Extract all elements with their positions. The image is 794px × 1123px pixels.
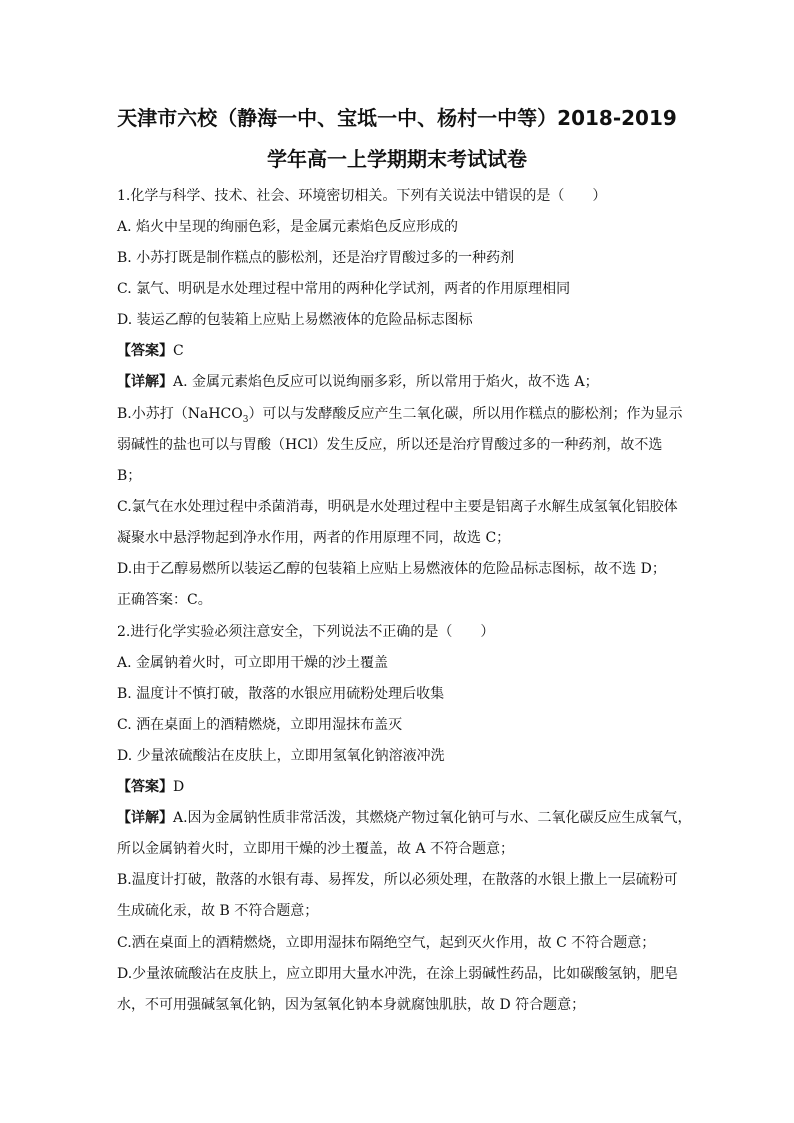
answer-label: 【答案】 <box>117 343 173 359</box>
analysis-label: 【详解】 <box>117 810 173 826</box>
question-1-option-b: B. 小苏打既是制作糕点的膨松剂，还是治疗胃酸过多的一种药剂 <box>117 250 515 266</box>
question-2-analysis-d-line-1: D.少量浓硫酸沾在皮肤上，应立即用大量水冲洗，在涂上弱碱性药品，比如碳酸氢钠，肥皂 <box>117 966 679 982</box>
question-1-analysis-b-line-2: 弱碱性的盐也可以与胃酸（HCl）发生反应，所以还是治疗胃酸过多的一种药剂，故不选 <box>117 437 663 453</box>
question-1-analysis-b-line-1 <box>117 404 683 425</box>
question-2-analysis-a-line-1 <box>117 808 692 828</box>
question-2-answer <box>117 777 677 797</box>
question-1-option-d: D. 装运乙醇的包装箱上应贴上易燃液体的危险品标志图标 <box>117 312 473 328</box>
analysis-text: ）可以与发酵酸反应产生二氧化碳，所以用作糕点的膨松剂；作为显示 <box>248 406 683 422</box>
question-2-analysis-b-line-1: B.温度计打破，散落的水银有毒、易挥发，所以必须处理，在散落的水银上撒上一层硫粉可 <box>117 872 678 888</box>
question-1-answer <box>117 341 677 361</box>
page-title-line-2: 学年高一上学期期末考试试卷 <box>267 147 527 171</box>
analysis-text: A.因为金属钠性质非常活泼，其燃烧产物过氧化钠可与水、二氧化碳反应生成氧气， <box>173 810 692 826</box>
question-2-option-c: C. 洒在桌面上的酒精燃烧，立即用湿抹布盖灭 <box>117 717 403 733</box>
answer-value: C <box>173 343 184 359</box>
answer-value: D <box>173 779 185 795</box>
question-1-stem: 1.化学与科学、技术、社会、环境密切相关。下列有关说法中错误的是（ ） <box>117 188 607 204</box>
question-2-option-d: D. 少量浓硫酸沾在皮肤上，立即用氢氧化钠溶液冲洗 <box>117 748 445 764</box>
question-1-analysis-c-line-1: C.氯气在水处理过程中杀菌消毒，明矾是水处理过程中主要是铝离子水解生成氢氧化铝胶体 <box>117 499 678 515</box>
page-title-line-1: 天津市六校（静海一中、宝坻一中、杨村一中等）2018-2019 <box>117 106 677 130</box>
subscript: 3 <box>242 414 249 425</box>
question-2-analysis-b-line-2: 生成硫化汞，故 B 不符合题意； <box>117 903 319 919</box>
question-2-option-a: A. 金属钠着火时，可立即用干燥的沙土覆盖 <box>117 655 389 671</box>
question-1-analysis-b-line-3: B； <box>117 468 142 484</box>
question-1-analysis-d: D.由于乙醇易燃所以装运乙醇的包装箱上应贴上易燃液体的危险品标志图标，故不选 D； <box>117 561 666 577</box>
question-2-analysis-a-line-2: 所以金属钠着火时，立即用干燥的沙土覆盖，故 A 不符合题意； <box>117 841 515 857</box>
question-1-analysis-a <box>117 372 677 392</box>
question-2-stem: 2.进行化学实验必须注意安全，下列说法不正确的是（ ） <box>117 624 495 640</box>
answer-label: 【答案】 <box>117 779 173 795</box>
analysis-text: A. 金属元素焰色反应可以说绚丽多彩，所以常用于焰火，故不选 A； <box>173 374 599 390</box>
question-1-correct-answer: 正确答案：C。 <box>117 592 212 608</box>
question-1-option-c: C. 氯气、明矾是水处理过程中常用的两种化学试剂，两者的作用原理相同 <box>117 281 571 297</box>
question-2-analysis-d-line-2: 水，不可用强碱氢氧化钠，因为氢氧化钠本身就腐蚀肌肤，故 D 符合题意； <box>117 997 586 1013</box>
question-2-analysis-c: C.洒在桌面上的酒精燃烧，立即用湿抹布隔绝空气，起到灭火作用，故 C 不符合题意； <box>117 935 656 951</box>
question-1-option-a: A. 焰火中呈现的绚丽色彩，是金属元素焰色反应形成的 <box>117 219 459 235</box>
question-2-option-b: B. 温度计不慎打破，散落的水银应用硫粉处理后收集 <box>117 686 445 702</box>
analysis-text: B.小苏打（NaHCO <box>117 406 243 422</box>
analysis-label: 【详解】 <box>117 374 173 390</box>
question-1-analysis-c-line-2: 凝聚水中悬浮物起到净水作用，两者的作用原理不同，故选 C； <box>117 530 511 546</box>
